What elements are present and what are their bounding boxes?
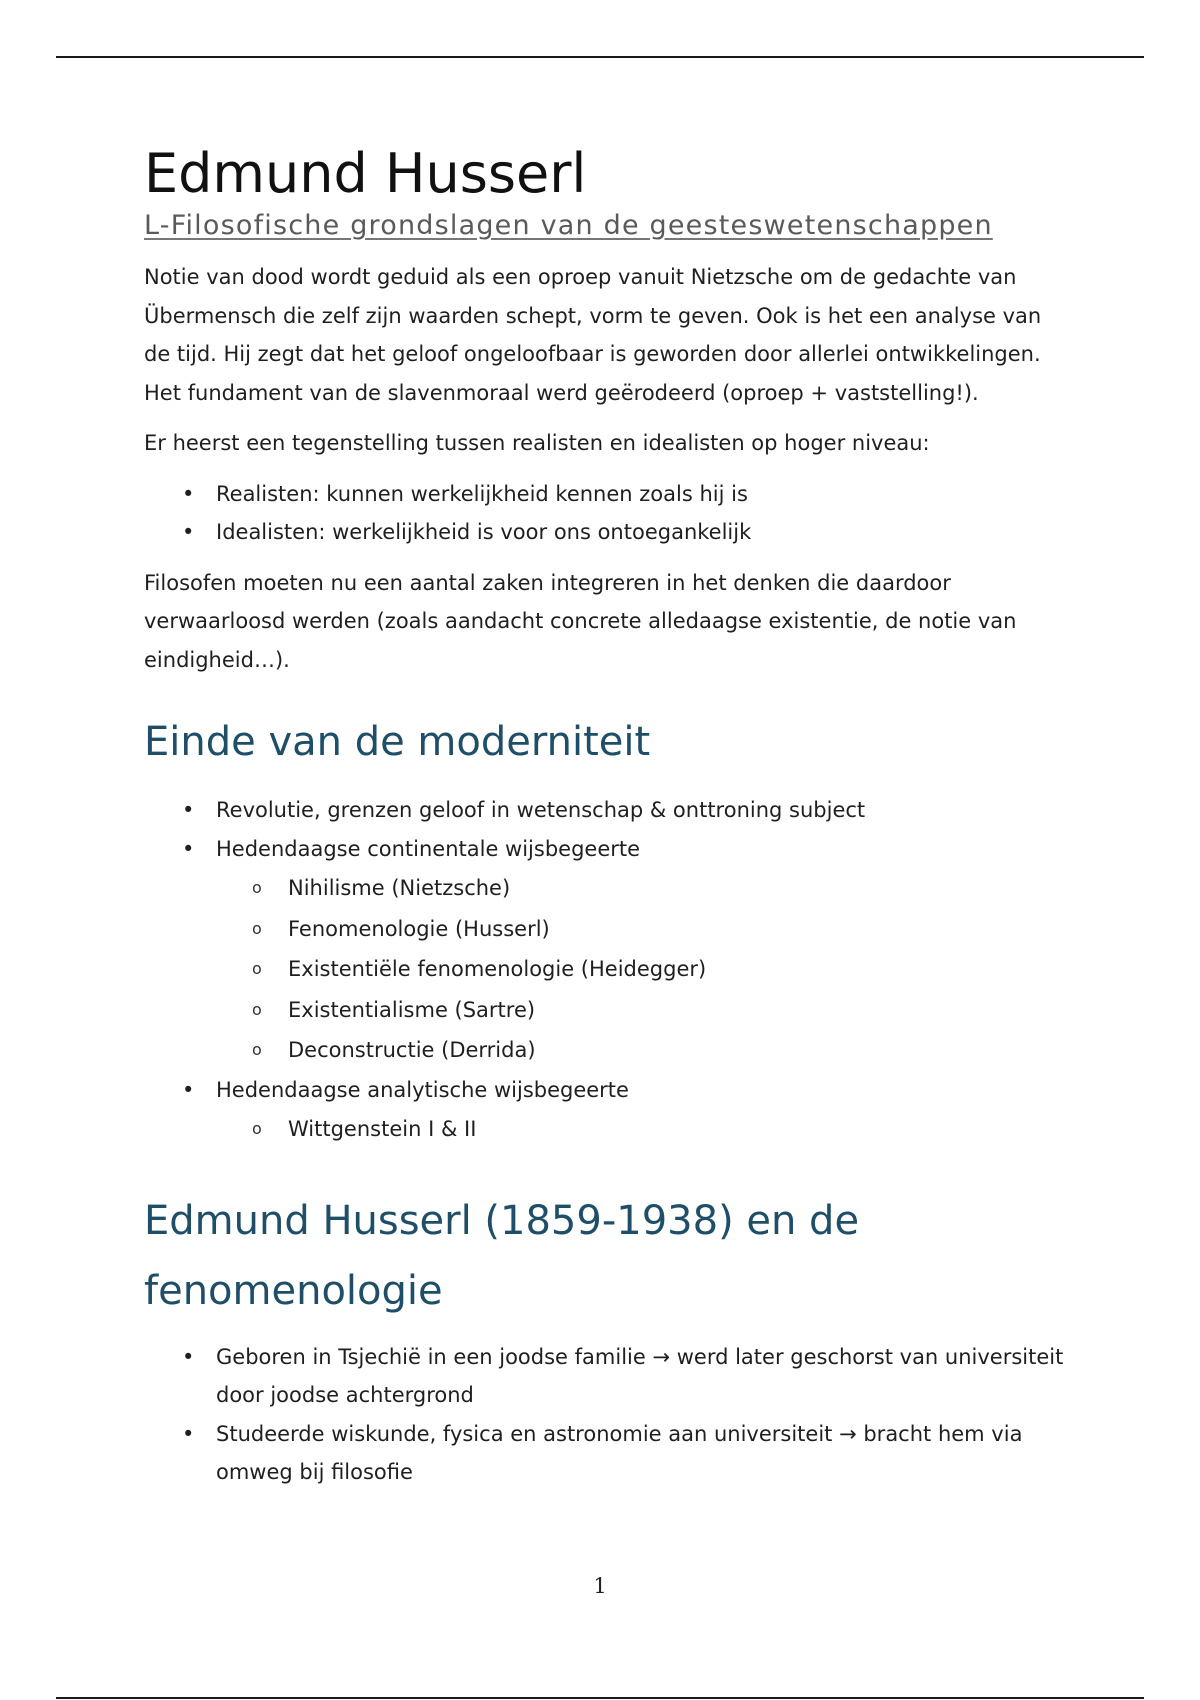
document-body <box>144 140 1064 1492</box>
page-number: 1 <box>593 1574 607 1598</box>
bullet-icon: • <box>182 798 195 822</box>
list-item-text: Existentiële fenomenologie (Heidegger) <box>288 957 707 981</box>
list-item-text: Geboren in Tsjechië in een joodse familie → werd later geschorst van universiteit door joodse achtergrond <box>216 1344 1064 1407</box>
list-item-text: Realisten: kunnen werkelijkheid kennen zoals hij is <box>216 481 748 506</box>
list-item <box>144 1415 1064 1492</box>
sub-bullet-icon: o <box>252 1119 262 1138</box>
list-item <box>144 475 1064 514</box>
intro-paragraph: Filosofen moeten nu een aantal zaken integreren in het denken die daardoor verwaarloosd werden (zoals aandacht concrete alledaagse existentie, de notie van eindigheid…). <box>144 570 1017 672</box>
list-item-text: Idealisten: werkelijkheid is voor ons ontoegankelijk <box>216 520 752 544</box>
intro-paragraph: Er heerst een tegenstelling tussen realisten en idealisten op hoger niveau: <box>144 431 930 455</box>
list-item-text: Existentialisme (Sartre) <box>288 997 536 1022</box>
document-title: Edmund Husserl <box>144 142 587 205</box>
document-subtitle: L-Filosofische grondslagen van de geesteswetenschappen <box>144 210 993 241</box>
list-item-text: Nihilisme (Nietzsche) <box>288 876 511 900</box>
bullet-list <box>144 475 1064 552</box>
footer-rule <box>56 1697 1144 1699</box>
list-item <box>144 791 1064 830</box>
sub-list-item <box>144 1109 1064 1150</box>
bullet-icon: • <box>182 1344 195 1369</box>
bullet-icon: • <box>182 1077 195 1102</box>
list-item <box>144 513 1064 552</box>
bullet-icon: • <box>182 481 195 506</box>
sub-list-item <box>144 909 1064 950</box>
list-item-text: Wittgenstein I & II <box>288 1117 477 1141</box>
header-rule <box>56 56 1144 58</box>
sub-bullet-icon: o <box>252 959 262 978</box>
sub-list-item <box>144 990 1064 1031</box>
list-item-text: Studeerde wiskunde, fysica en astronomie aan universiteit → bracht hem via omweg bij filosofie <box>216 1421 1023 1484</box>
sub-list-item <box>144 868 1064 909</box>
list-item <box>144 1071 1064 1110</box>
list-item-text: Hedendaagse analytische wijsbegeerte <box>216 1077 629 1102</box>
sub-bullet-icon: o <box>252 918 262 938</box>
section-heading: Einde van de moderniteit <box>144 719 651 765</box>
intro-paragraph: Notie van dood wordt geduid als een oproep vanuit Nietzsche om de gedachte van Übermensch die zelf zijn waarden schept, vorm te geven. Ook is het een analyse van de tijd. Hij zegt dat het geloof ongeloofbaar is geworden door allerlei ontwikkelingen. Het fundament van de slavenmoraal werd geërodeerd (oproep + vaststelling!). <box>144 265 1042 405</box>
sub-bullet-icon: o <box>252 999 262 1019</box>
sub-list-item <box>144 1030 1064 1071</box>
section-heading: Edmund Husserl (1859-1938) en de fenomenologie <box>144 1197 860 1314</box>
bullet-list <box>144 791 1064 868</box>
list-item-text: Hedendaagse continentale wijsbegeerte <box>216 836 641 861</box>
list-item <box>144 830 1064 869</box>
bullet-icon: • <box>182 520 195 544</box>
bullet-icon: • <box>182 1421 195 1446</box>
bullet-list <box>144 1338 1064 1492</box>
sub-list-item <box>144 949 1064 990</box>
list-item <box>144 1338 1064 1415</box>
sub-bullet-list <box>144 1109 1064 1150</box>
list-item-text: Revolutie, grenzen geloof in wetenschap & onttroning subject <box>216 798 866 822</box>
sub-bullet-icon: o <box>252 1040 262 1059</box>
bullet-icon: • <box>182 836 195 861</box>
list-item-text: Deconstructie (Derrida) <box>288 1038 536 1062</box>
sub-bullet-icon: o <box>252 878 262 897</box>
sub-bullet-list <box>144 868 1064 1071</box>
list-item-text: Fenomenologie (Husserl) <box>288 916 550 941</box>
bullet-list <box>144 1071 1064 1110</box>
